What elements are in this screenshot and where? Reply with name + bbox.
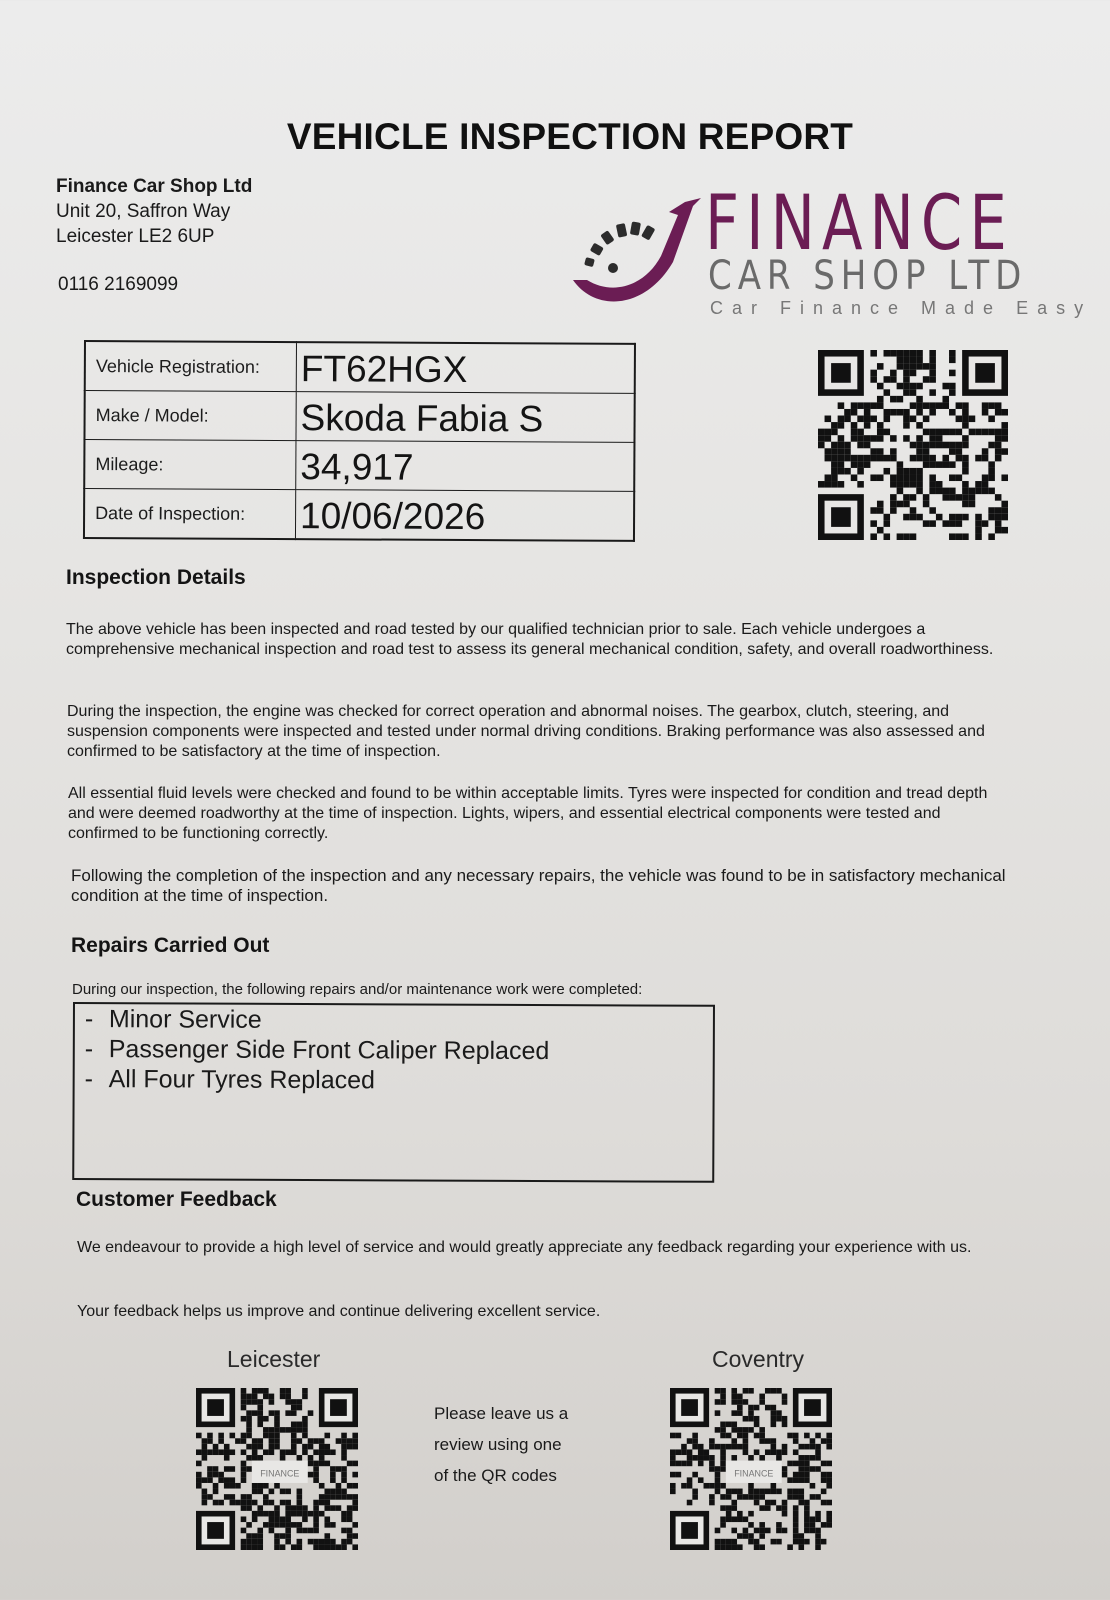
logo-subtitle: CAR SHOP LTD: [708, 253, 1028, 299]
qr-logo-text: FINANCE: [260, 1468, 300, 1479]
vehicle-row-label: Date of Inspection:: [84, 489, 296, 540]
review-note-line-1: Please leave us a: [434, 1404, 569, 1423]
vehicle-row-label: Mileage:: [84, 440, 296, 490]
logo-wordmark: FINANCE: [705, 178, 1014, 267]
address-line-2: Leicester LE2 6UP: [56, 226, 215, 247]
company-logo: [565, 178, 1093, 328]
inspection-paragraph-3: All essential fluid levels were checked and found to be within acceptable limits. Tyres were inspected for condition and tread depth and were deemed roadworthy at the time of inspection. Lights, wipers, and essential electrical components were tested and confirmed to be functioning correctly.: [68, 785, 988, 842]
repair-item-text: Passenger Side Front Caliper Replaced: [108, 1035, 550, 1066]
repair-item: [75, 1064, 713, 1097]
vehicle-row-label: Make / Model:: [84, 391, 296, 441]
inspection-paragraph-1: The above vehicle has been inspected and road tested by our qualified technician prior to sale. Each vehicle undergoes a comprehensive mechanical inspection and road test to assess its general mechanical condition, safety, and overall roadworthiness.: [66, 621, 994, 658]
repair-item-text: Minor Service: [108, 1005, 262, 1034]
feedback-paragraph-2: Your feedback helps us improve and continue delivering excellent service.: [77, 1303, 601, 1320]
repairs-list: [72, 1002, 715, 1183]
vehicle-row-label: Vehicle Registration:: [85, 341, 297, 392]
qr-logo-text: FINANCE: [734, 1468, 774, 1479]
repair-item-text: All Four Tyres Replaced: [108, 1065, 376, 1095]
review-note: [434, 1398, 624, 1491]
inspection-paragraph-4: Following the completion of the inspection and any necessary repairs, the vehicle was found to be in satisfactory mechanical condition at the time of inspection.: [71, 866, 1006, 905]
leicester-label: Leicester: [227, 1346, 321, 1372]
coventry-qr-code-icon: [670, 1388, 832, 1550]
vehicle-row: [84, 440, 634, 492]
company-phone: 0116 2169099: [58, 274, 179, 295]
vehicle-row: [84, 391, 634, 443]
feedback-paragraph-1: We endeavour to provide a high level of service and would greatly appreciate any feedback regarding your experience with us.: [77, 1239, 972, 1256]
speedometer-swoosh-icon: [565, 188, 705, 318]
vehicle-row-value: 10/06/2026: [295, 490, 634, 541]
review-note-line-3: of the QR codes: [434, 1466, 557, 1485]
vehicle-row-value: FT62HGX: [296, 342, 635, 393]
vehicle-row: [84, 489, 634, 541]
company-name: Finance Car Shop Ltd: [56, 176, 253, 197]
leicester-qr-code-icon: [196, 1388, 358, 1550]
repair-item: [75, 1034, 713, 1067]
address-line-1: Unit 20, Saffron Way: [56, 201, 231, 222]
repair-item-dash: -: [84, 1005, 94, 1034]
repairs-intro: During our inspection, the following repairs and/or maintenance work were completed:: [72, 981, 643, 998]
repair-item-dash: -: [84, 1065, 94, 1094]
vehicle-row: [85, 341, 635, 393]
vehicle-row-value: Skoda Fabia S: [296, 392, 635, 443]
company-address: [56, 174, 252, 249]
review-note-line-2: review using one: [434, 1435, 562, 1454]
qr-code-icon: [818, 350, 1008, 540]
repairs-heading: Repairs Carried Out: [71, 934, 270, 957]
customer-feedback-heading: Customer Feedback: [76, 1188, 277, 1211]
inspection-details-heading: Inspection Details: [66, 566, 246, 589]
logo-tagline: Car Finance Made Easy: [710, 298, 1093, 318]
vehicle-details-table: [83, 340, 636, 542]
vehicle-row-value: 34,917: [296, 441, 635, 492]
report-title: VEHICLE INSPECTION REPORT: [286, 116, 854, 157]
repair-item-dash: -: [84, 1035, 94, 1064]
inspection-paragraph-2: During the inspection, the engine was checked for correct operation and abnormal noises. The gearbox, clutch, steering, and suspension components were inspected and tested under normal driving conditions. Braking performance was also assessed and confirmed to be satisfactory at the time of inspection.: [67, 703, 985, 760]
coventry-label: Coventry: [712, 1346, 805, 1372]
repair-item: [75, 1004, 713, 1037]
